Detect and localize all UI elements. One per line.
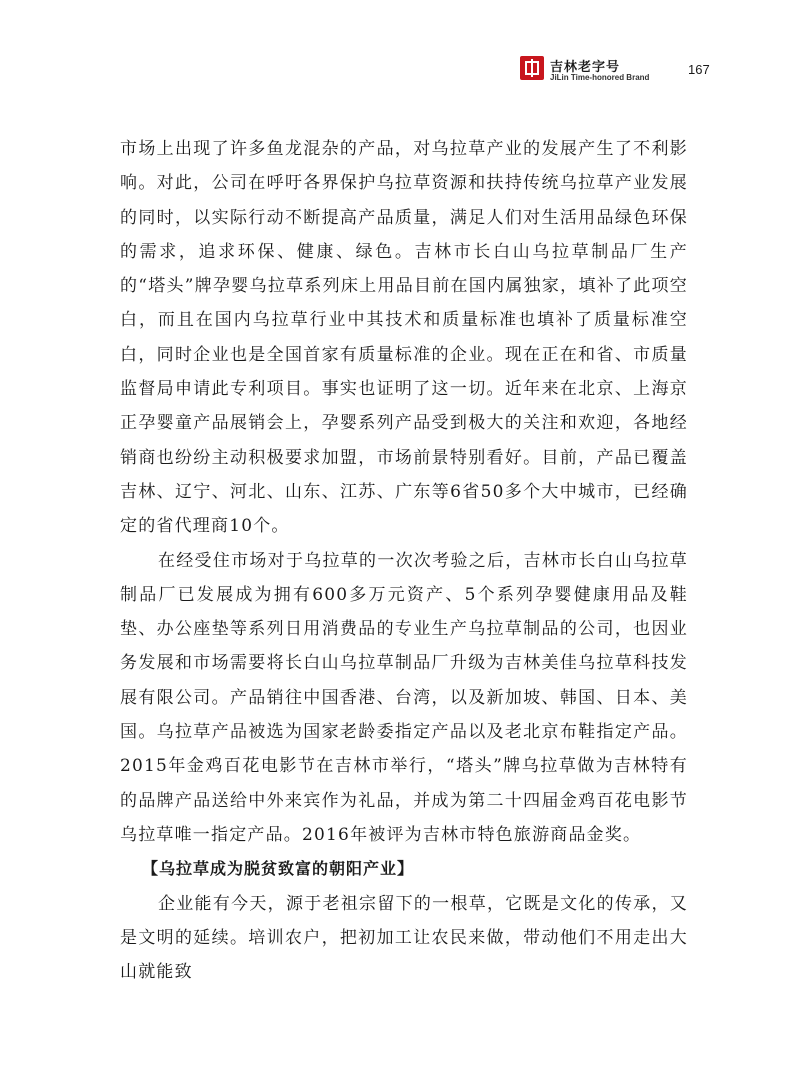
page-body <box>120 132 688 989</box>
page-number: 167 <box>688 62 710 77</box>
brand-name-en: JiLin Time-honored Brand <box>550 73 650 82</box>
paragraph-2: 在经受住市场对于乌拉草的一次次考验之后，吉林市长白山乌拉草制品厂已发展成为拥有600多万元资产、5个系列孕婴健康用品及鞋垫、办公座垫等系列日用消费品的专业生产乌拉草制品的公司，也因业务发展和市场需要将长白山乌拉草制品厂升级为吉林美佳乌拉草科技发展有限公司。产品销往中国香港、台湾，以及新加坡、韩国、日本、美国。乌拉草产品被选为国家老龄委指定产品以及老北京布鞋指定产品。2015年金鸡百花电影节在吉林市举行，“塔头”牌乌拉草做为吉林特有的品牌产品送给中外来宾作为礼品，并成为第二十四届金鸡百花电影节乌拉草唯一指定产品。2016年被评为吉林市特色旅游商品金奖。 <box>120 550 688 845</box>
section-heading: 【乌拉草成为脱贫致富的朝阳产业】 <box>142 859 415 879</box>
page-header <box>520 52 720 86</box>
brand-name-cn: 吉林老字号 <box>550 60 621 75</box>
paragraph-3: 企业能有今天，源于老祖宗留下的一根草，它既是文化的传承，又是文明的延续。培训农户，把初加工让农民来做，带动他们不用走出大山就能致 <box>120 893 688 983</box>
brand-logo-icon <box>520 56 544 80</box>
paragraph-1: 市场上出现了许多鱼龙混杂的产品，对乌拉草产业的发展产生了不利影响。对此，公司在呼吁各界保护乌拉草资源和扶持传统乌拉草产业发展的同时，以实际行动不断提高产品质量，满足人们对生活用品绿色环保的需求，追求环保、健康、绿色。吉林市长白山乌拉草制品厂生产的“塔头”牌孕婴乌拉草系列床上用品目前在国内属独家，填补了此项空白，而且在国内乌拉草行业中其技术和质量标准也填补了质量标准空白，同时企业也是全国首家有质量标准的企业。现在正在和省、市质量监督局申请此专利项目。事实也证明了这一切。近年来在北京、上海京正孕婴童产品展销会上，孕婴系列产品受到极大的关注和欢迎，各地经销商也纷纷主动积极要求加盟，市场前景特别看好。目前，产品已覆盖吉林、辽宁、河北、山东、江苏、广东等6省50多个大中城市，已经确定的省代理商10个。 <box>120 139 688 537</box>
